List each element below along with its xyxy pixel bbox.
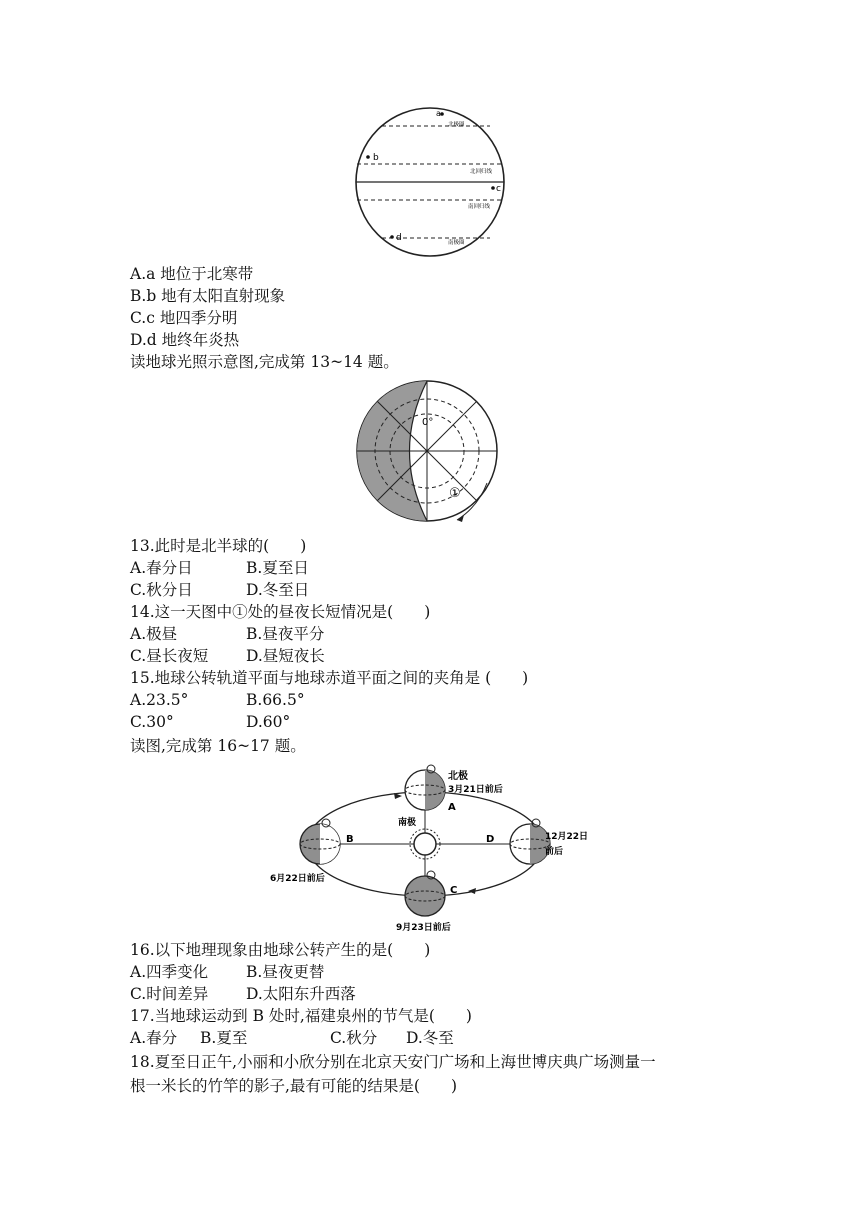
earth-december-icon bbox=[510, 819, 550, 864]
tropic-south-label: 南回归线 bbox=[468, 204, 491, 210]
december-label-2: 前后 bbox=[545, 847, 564, 857]
latitude-zones-figure bbox=[350, 102, 520, 262]
q16-option-b: B.昼夜更替 bbox=[246, 963, 325, 981]
q14-option-c: C.昼长夜短 bbox=[130, 647, 209, 665]
q13-option-a: A.春分日 bbox=[130, 559, 193, 577]
point-a-label: a bbox=[436, 109, 441, 118]
q16-option-c: C.时间差异 bbox=[130, 985, 209, 1003]
earth-orbit-figure bbox=[270, 760, 610, 940]
earth-march-icon bbox=[405, 765, 445, 810]
intro-13-14: 读地球光照示意图,完成第 13~14 题。 bbox=[130, 353, 399, 371]
arctic-circle-label: 北极圈 bbox=[448, 122, 465, 128]
q16-stem: 16.以下地理现象由地球公转产生的是( ) bbox=[130, 941, 431, 959]
orbit-label-c: C bbox=[450, 885, 458, 896]
point-c-label: c bbox=[496, 184, 501, 194]
q17-stem: 17.当地球运动到 B 处时,福建泉州的节气是( ) bbox=[130, 1007, 472, 1025]
point-1-marker: ① bbox=[449, 486, 461, 501]
q12-option-b: B.b 地有太阳直射现象 bbox=[130, 287, 286, 305]
q17-option-d: D.冬至 bbox=[406, 1029, 454, 1047]
q18-line-1: 18.夏至日正午,小丽和小欣分别在北京天安门广场和上海世博庆典广场测量一 bbox=[130, 1053, 656, 1071]
q15-option-d: D.60° bbox=[246, 713, 291, 731]
q13-option-b: B.夏至日 bbox=[246, 559, 309, 577]
antarctic-circle-label: 南极圈 bbox=[448, 240, 465, 246]
orbit-label-a: A bbox=[448, 802, 456, 813]
q12-option-a: A.a 地位于北寒带 bbox=[130, 265, 254, 283]
intro-16-17: 读图,完成第 16~17 题。 bbox=[130, 737, 306, 755]
earth-june-icon bbox=[300, 819, 340, 864]
december-label-1: 12月22日 bbox=[545, 832, 589, 842]
q15-option-a: A.23.5° bbox=[130, 691, 189, 709]
meridian-zero-label: 0° bbox=[422, 417, 434, 428]
q15-stem: 15.地球公转轨道平面与地球赤道平面之间的夹角是 ( ) bbox=[130, 669, 529, 687]
orbit-label-d: D bbox=[486, 834, 495, 845]
q14-options-row1 bbox=[130, 623, 324, 645]
q14-option-a: A.极昼 bbox=[130, 625, 178, 643]
june-label: 6月22日前后 bbox=[270, 874, 325, 884]
september-label: 9月23日前后 bbox=[396, 923, 451, 933]
q15-option-b: B.66.5° bbox=[246, 691, 305, 709]
q17-options bbox=[130, 1027, 454, 1049]
q17-option-c: C.秋分 bbox=[330, 1029, 378, 1047]
q17-option-a: A.春分 bbox=[130, 1029, 178, 1047]
q18-line-2: 根一米长的竹竿的影子,最有可能的结果是( ) bbox=[130, 1077, 458, 1095]
q14-options-row2 bbox=[130, 645, 325, 667]
q15-options-row2 bbox=[130, 711, 290, 733]
q13-options-row1 bbox=[130, 557, 309, 579]
q14-stem: 14.这一天图中①处的昼夜长短情况是( ) bbox=[130, 603, 431, 621]
q14-option-d: D.昼短夜长 bbox=[246, 647, 325, 665]
q16-options-row1 bbox=[130, 961, 324, 983]
illumination-polar-figure bbox=[352, 378, 502, 530]
q16-option-a: A.四季变化 bbox=[130, 963, 209, 981]
q15-option-c: C.30° bbox=[130, 713, 174, 731]
q15-options-row1 bbox=[130, 689, 305, 711]
q13-options-row2 bbox=[130, 579, 309, 601]
q12-option-d: D.d 地终年炎热 bbox=[130, 331, 240, 349]
q13-option-c: C.秋分日 bbox=[130, 581, 193, 599]
q14-option-b: B.昼夜平分 bbox=[246, 625, 325, 643]
point-d-label: d bbox=[396, 233, 402, 243]
orbit-label-b: B bbox=[346, 834, 354, 845]
march-label: 3月21日前后 bbox=[448, 785, 503, 795]
sun-icon bbox=[410, 829, 440, 859]
point-b-label: b bbox=[373, 153, 379, 163]
earth-september-icon bbox=[405, 871, 445, 916]
q13-stem: 13.此时是北半球的( ) bbox=[130, 537, 307, 555]
q13-option-d: D.冬至日 bbox=[246, 581, 310, 599]
q16-options-row2 bbox=[130, 983, 356, 1005]
q16-option-d: D.太阳东升西落 bbox=[246, 985, 356, 1003]
south-pole-label: 南极 bbox=[398, 818, 417, 828]
north-pole-label: 北极 bbox=[448, 771, 468, 782]
q12-option-c: C.c 地四季分明 bbox=[130, 309, 238, 327]
tropic-north-label: 北回归线 bbox=[470, 169, 493, 175]
q17-option-b: B.夏至 bbox=[200, 1029, 248, 1047]
